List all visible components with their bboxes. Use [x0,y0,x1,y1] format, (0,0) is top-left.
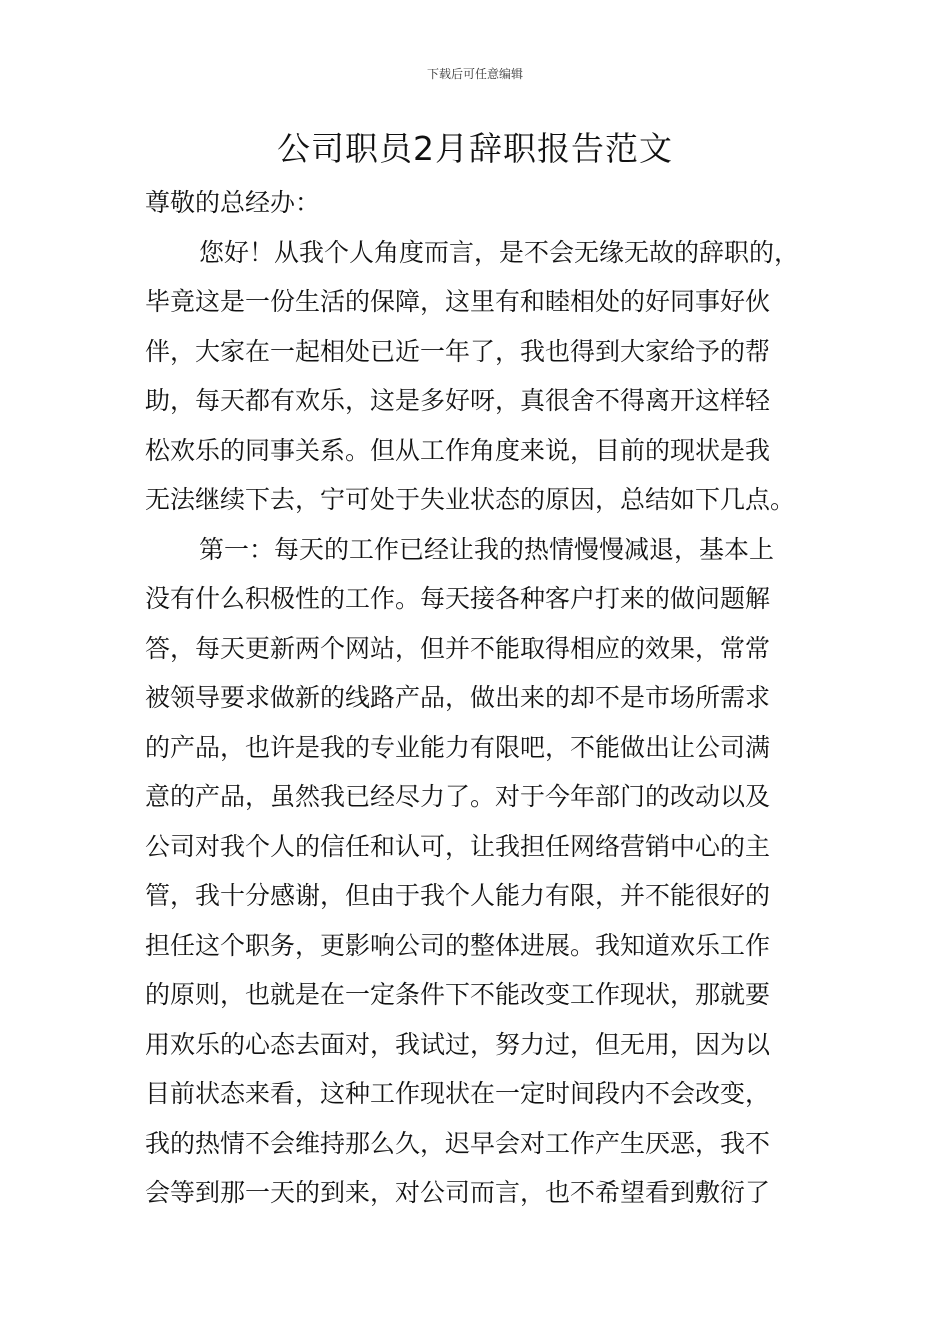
paragraph-line: 没有什么积极性的工作。每天接各种客户打来的做问题解 [145,584,771,613]
page-header-note: 下载后可任意编辑 [426,67,523,81]
paragraph-line: 意的产品，虽然我已经尽力了。对于今年部门的改动以及 [145,782,771,811]
paragraph-line: 会等到那一天的到来，对公司而言，也不希望看到敷衍了 [145,1178,771,1207]
paragraph-line: 管，我十分感谢，但由于我个人能力有限，并不能很好的 [145,881,771,910]
paragraph-1 [145,228,825,525]
document-body [145,178,825,1218]
paragraph-line: 无法继续下去，宁可处于失业状态的原因，总结如下几点。 [145,485,796,514]
paragraph-line: 的产品，也许是我的专业能力有限吧，不能做出让公司满 [145,732,771,762]
paragraph-line: 毕竟这是一份生活的保障，这里有和睦相处的好同事好伙 [145,287,771,316]
paragraph-line: 第一：每天的工作已经让我的热情慢慢减退，基本上 [199,534,775,564]
paragraph-line: 伴，大家在一起相处已近一年了，我也得到大家给予的帮 [145,336,771,366]
paragraph-line: 松欢乐的同事关系。但从工作角度来说，目前的现状是我 [145,435,771,465]
paragraph-line: 被领导要求做新的线路产品，做出来的却不是市场所需求 [145,683,771,712]
salutation: 尊敬的总经办： [145,188,321,217]
paragraph-line: 公司对我个人的信任和认可，让我担任网络营销中心的主 [145,831,771,861]
paragraph-line: 担任这个职务，更影响公司的整体进展。我知道欢乐工作 [145,930,771,960]
paragraph-line: 用欢乐的心态去面对，我试过，努力过，但无用，因为以 [145,1029,771,1059]
paragraph-line: 答，每天更新两个网站，但并不能取得相应的效果，常常 [145,633,771,663]
paragraph-line: 的原则，也就是在一定条件下不能改变工作现状，那就要 [145,980,771,1009]
paragraph-line: 您好！从我个人角度而言，是不会无缘无故的辞职的， [199,237,800,267]
paragraph-2 [145,525,825,1218]
paragraph-line: 助，每天都有欢乐，这是多好呀，真很舍不得离开这样轻 [145,386,771,415]
document-title: 公司职员2月辞职报告范文 [277,129,673,168]
paragraph-line: 目前状态来看，这种工作现状在一定时间段内不会改变， [145,1079,771,1108]
paragraph-line: 我的热情不会维持那么久，迟早会对工作产生厌恶，我不 [145,1128,771,1158]
